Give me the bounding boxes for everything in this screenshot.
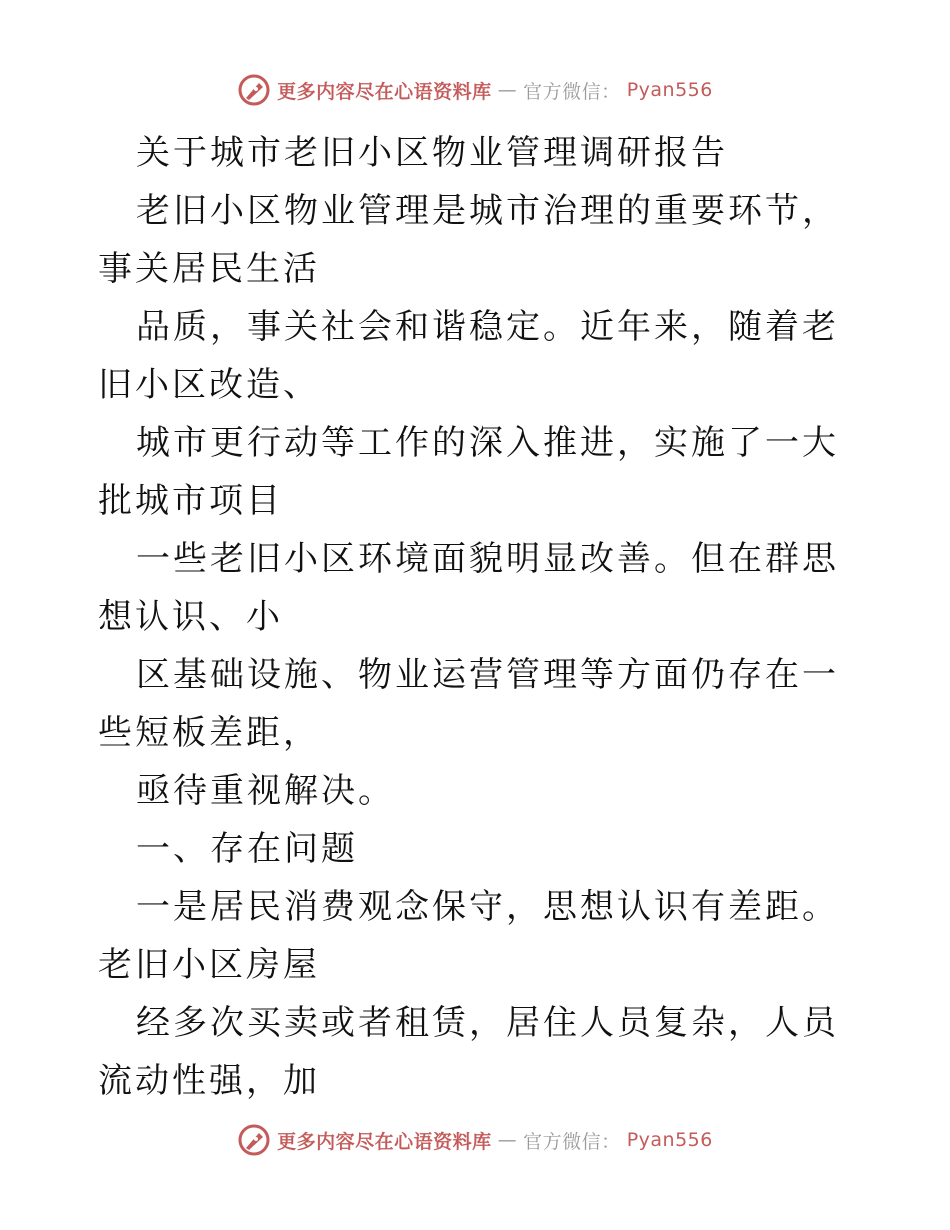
- paragraph: 一些老旧小区环境面貌明显改善。但在群思想认识、小: [98, 539, 839, 637]
- paragraph: 城市更行动等工作的深入推进，实施了一大批城市项目: [98, 423, 839, 521]
- pen-nib-circle-icon: [237, 1123, 271, 1157]
- footer-watermark: [0, 1120, 950, 1160]
- section-heading: 一、存在问题: [136, 829, 358, 869]
- paragraph: 区基础设施、物业运营管理等方面仍存在一些短板差距，: [98, 655, 839, 753]
- paragraph: 经多次买卖或者租赁，居住人员复杂，人员流动性强，加: [98, 1003, 839, 1101]
- header-watermark: [0, 70, 950, 110]
- paragraph: 老旧小区物业管理是城市治理的重要环节，事关居民生活: [98, 191, 839, 289]
- watermark-text: 更多内容尽在心语资料库: [277, 80, 492, 103]
- pen-nib-circle-icon: [237, 73, 271, 107]
- watermark-text: 更多内容尽在心语资料库: [277, 1130, 492, 1153]
- watermark-separator: —: [497, 79, 518, 101]
- watermark-official-label: 官方微信：: [523, 1130, 621, 1153]
- watermark-official-label: 官方微信：: [523, 80, 621, 103]
- watermark-wechat-id: Pyan556: [626, 79, 713, 101]
- document-title: 关于城市老旧小区物业管理调研报告: [136, 133, 728, 173]
- paragraph: 亟待重视解决。: [136, 771, 395, 811]
- watermark-separator: —: [497, 1129, 518, 1151]
- watermark-wechat-id: Pyan556: [626, 1129, 713, 1151]
- paragraph: 品质，事关社会和谐稳定。近年来，随着老旧小区改造、: [98, 307, 839, 405]
- paragraph: 一是居民消费观念保守，思想认识有差距。老旧小区房屋: [98, 887, 839, 985]
- document-body: [98, 124, 858, 1110]
